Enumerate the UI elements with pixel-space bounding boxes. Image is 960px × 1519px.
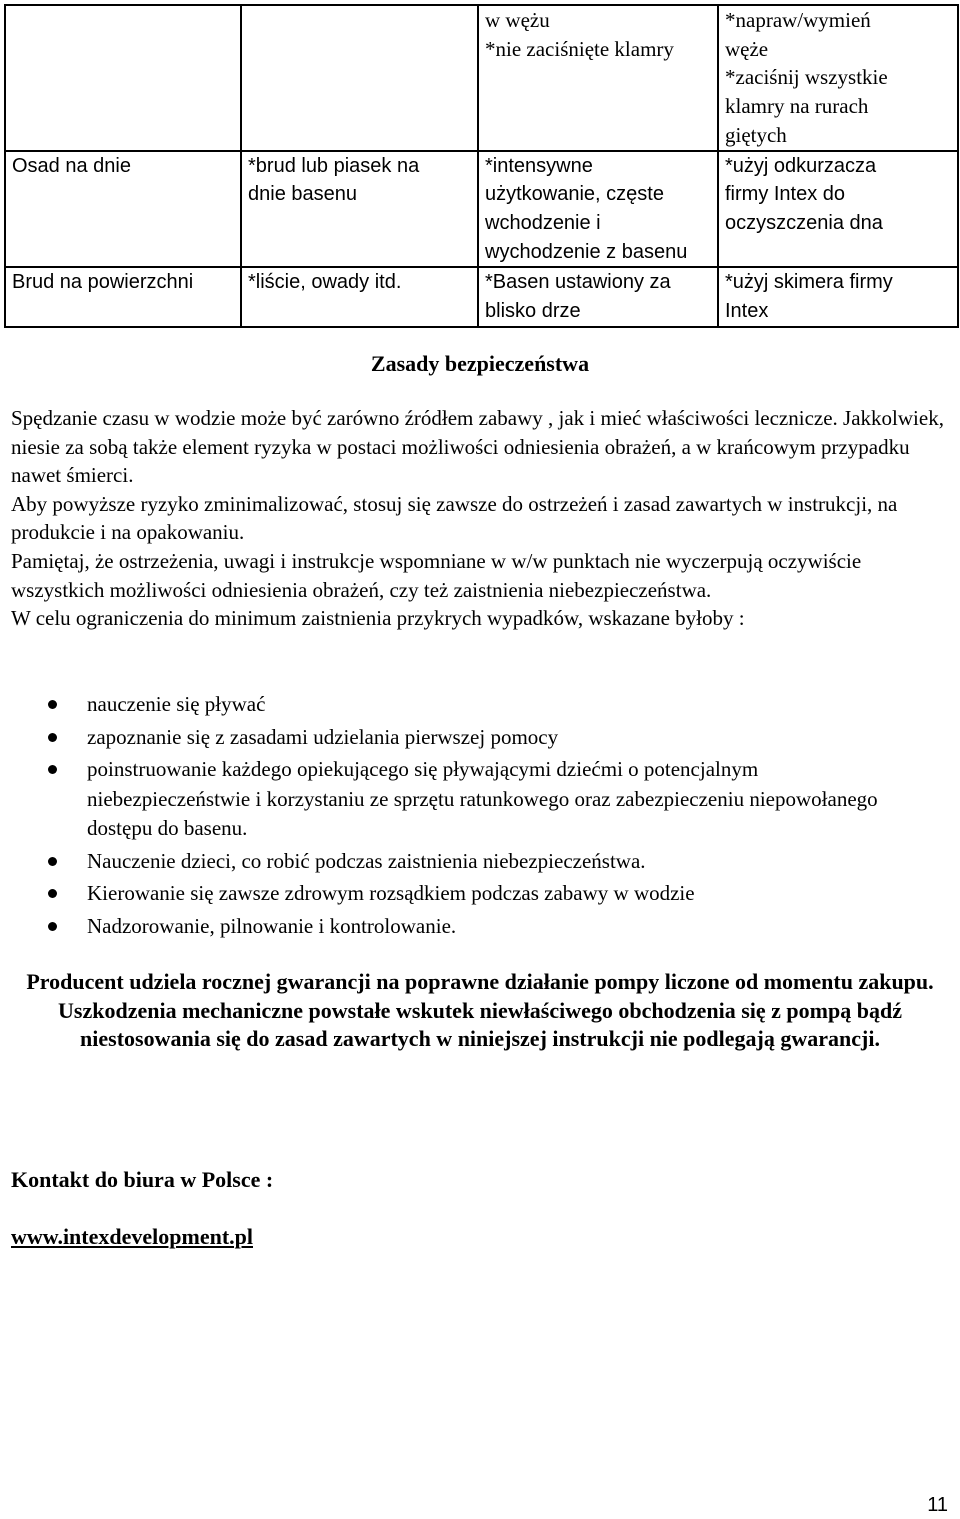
bullet-icon <box>48 922 57 931</box>
solution-cell <box>718 267 958 326</box>
description-cell <box>241 151 478 268</box>
cause-line: w wężu <box>485 8 550 32</box>
bullet-icon <box>48 857 57 866</box>
description-line: *brud lub piasek na <box>248 154 420 177</box>
problem-cell: Brud na powierzchni <box>5 267 241 326</box>
table-row <box>5 5 958 151</box>
bullet-icon <box>48 700 57 709</box>
cause-line: *Basen ustawiony za <box>485 271 671 294</box>
cause-line: *intensywne <box>485 154 593 177</box>
bullet-icon <box>48 765 57 774</box>
bullet-text: poinstruowanie każdego opiekującego się pływającymi dziećmi o potencjalnym niebezpieczeństwie i korzystaniu ze sprzętu ratunkowego oraz zabezpieczeniu niepowołanego dostępu do basenu. <box>87 757 878 840</box>
solution-line: węże <box>725 36 769 61</box>
list-item <box>0 847 900 877</box>
cause-line: wchodzenie i <box>485 211 601 234</box>
bullet-text: zapoznanie się z zasadami udzielania pierwszej pomocy <box>87 724 559 749</box>
cause-line: wychodzenie z basenu <box>485 240 688 263</box>
bullet-text: nauczenie się pływać <box>87 692 266 716</box>
warranty-notice: Producent udziela rocznej gwarancji na poprawne działanie pompy liczone od momentu zakupu. Uszkodzenia mechaniczne powstałe wskutek niewłaściwego obchodzenia się z pompą bądź niestosowania się do zasad zawartych w niniejszej instrukcji nie podlegają gwarancji. <box>26 969 934 1051</box>
cause-line: użytkowanie, częste <box>485 183 664 206</box>
bullet-text: Nauczenie dzieci, co robić podczas zaistnienia niebezpieczeństwa. <box>87 848 646 873</box>
solution-line: firmy Intex do <box>725 183 846 206</box>
solution-line: klamry na rurach <box>725 94 869 119</box>
list-item <box>0 723 900 753</box>
cause-cell <box>478 151 718 268</box>
solution-line: *napraw/wymień <box>725 8 871 32</box>
solution-line: Intex <box>725 300 769 323</box>
cause-line: blisko drze <box>485 300 581 323</box>
safety-paragraph: W celu ograniczenia do minimum zaistnienia przykrych wypadków, wskazane byłoby : <box>11 606 745 631</box>
safety-text <box>11 404 946 633</box>
solution-line: *zaciśnij wszystkie <box>725 65 888 90</box>
list-item <box>0 879 900 909</box>
safety-paragraph: Aby powyższe ryzyko zminimalizować, stosuj się zawsze do ostrzeżeń i zasad zawartych w instrukcji, na produkcie i na opakowaniu. <box>11 491 898 545</box>
safety-heading: Zasady bezpieczeństwa <box>370 351 590 376</box>
cause-cell <box>478 267 718 326</box>
description-line: *liście, owady itd. <box>248 271 402 294</box>
solution-line: giętych <box>725 122 787 147</box>
list-item <box>0 690 900 720</box>
problem-cell <box>5 5 241 151</box>
cause-line: *nie zaciśnięte klamry <box>485 36 674 61</box>
solution-line: *użyj skimera firmy <box>725 271 893 294</box>
cause-cell <box>478 5 718 151</box>
solution-cell <box>718 5 958 151</box>
list-item <box>0 912 900 942</box>
bullet-text: Nadzorowanie, pilnowanie i kontrolowanie. <box>87 913 457 938</box>
table-row <box>5 151 958 268</box>
description-cell <box>241 267 478 326</box>
safety-paragraph: Pamiętaj, że ostrzeżenia, uwagi i instrukcje wspomniane w w/w punktach nie wyczerpują oczywiście wszystkich możliwości odniesienia obrażeń, czy też zaistnienia niebezpieczeństwa. <box>11 548 862 602</box>
troubleshooting-table <box>4 4 959 328</box>
page-number: 11 <box>927 1494 948 1516</box>
safety-paragraph: Spędzanie czasu w wodzie może być zarówno źródłem zabawy , jak i mieć właściwości lecznicze. Jakkolwiek, niesie za sobą także element ryzyka w postaci możliwości odniesienia obrażeń, a w krańcowym przypadku nawet śmierci. <box>11 406 944 488</box>
problem-cell: Osad na dnie <box>5 151 241 268</box>
contact-label: Kontakt do biura w Polsce : <box>11 1167 274 1192</box>
description-line: dnie basenu <box>248 183 357 206</box>
description-cell <box>241 5 478 151</box>
solution-line: *użyj odkurzacza <box>725 154 877 177</box>
contact-website-link[interactable]: www.intexdevelopment.pl <box>11 1224 253 1249</box>
solution-cell <box>718 151 958 268</box>
bullet-icon <box>48 733 57 742</box>
safety-bullet-list <box>0 690 900 944</box>
table-row <box>5 267 958 326</box>
bullet-text: Kierowanie się zawsze zdrowym rozsądkiem podczas zabawy w wodzie <box>87 881 695 905</box>
solution-line: oczyszczenia dna <box>725 211 883 234</box>
list-item <box>0 755 900 844</box>
bullet-icon <box>48 889 57 898</box>
